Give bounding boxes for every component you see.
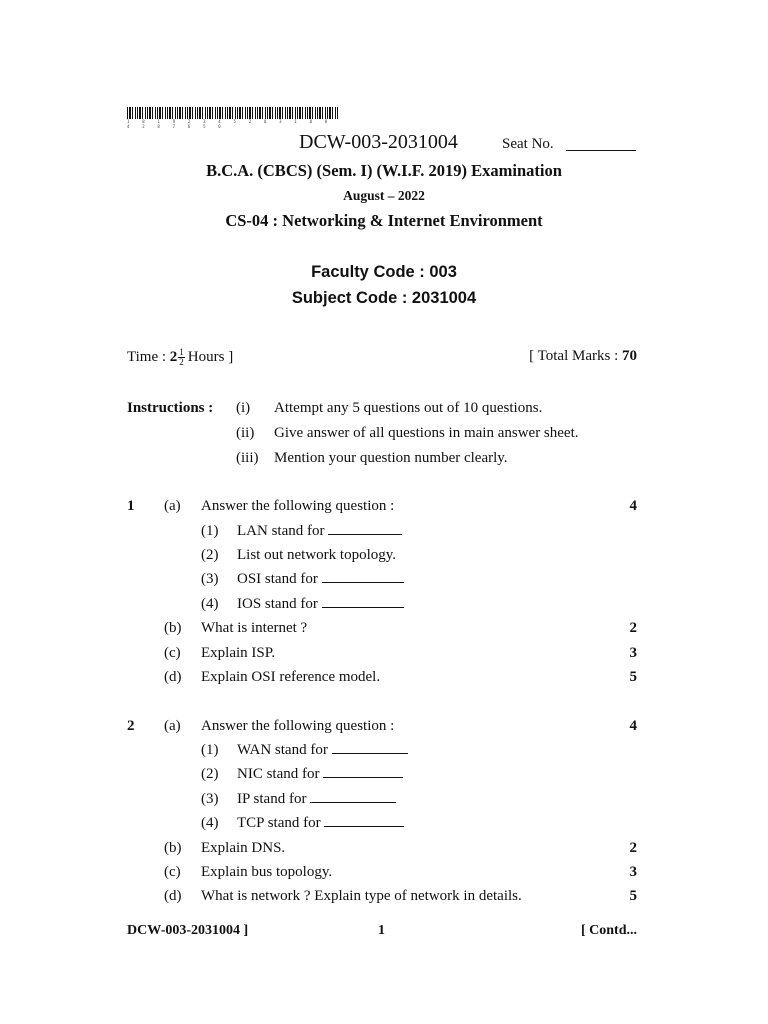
instruction-num: (iii) bbox=[236, 450, 259, 466]
part-marks: 4 bbox=[629, 498, 637, 514]
barcode-digits: 1 8 1 9 2 3 4 5 2 0 3 1 0 0 4 2 8 7 6 5 0 bbox=[127, 119, 333, 129]
exam-session: August – 2022 bbox=[343, 188, 425, 203]
total-marks-label: [ Total Marks : bbox=[529, 348, 622, 364]
sub-question-text: TCP stand for bbox=[237, 815, 321, 831]
instruction-num: (i) bbox=[236, 400, 251, 416]
part-text: Explain DNS. bbox=[201, 840, 286, 856]
part-text: What is network ? Explain type of network in details. bbox=[201, 888, 522, 904]
sub-question bbox=[237, 742, 408, 759]
part-text: What is internet ? bbox=[201, 620, 308, 636]
part-label: (b) bbox=[164, 840, 182, 856]
instruction-text: Give answer of all questions in main answer sheet. bbox=[274, 425, 579, 441]
sub-question bbox=[237, 523, 402, 540]
sub-question-num: (1) bbox=[201, 523, 219, 539]
time-prefix: Time : bbox=[127, 348, 170, 365]
part-label: (a) bbox=[164, 718, 181, 734]
part-label: (d) bbox=[164, 669, 182, 685]
instruction-text: Mention your question number clearly. bbox=[274, 450, 508, 466]
sub-question-text: IP stand for bbox=[237, 791, 307, 807]
time-suffix: Hours ] bbox=[187, 348, 234, 365]
sub-question-text: NIC stand for bbox=[237, 766, 320, 782]
sub-question-num: (3) bbox=[201, 571, 219, 587]
part-marks: 2 bbox=[629, 620, 637, 636]
sub-question-text: IOS stand for bbox=[237, 596, 318, 612]
seat-number-label: Seat No. bbox=[502, 136, 554, 152]
part-label: (b) bbox=[164, 620, 182, 636]
part-text: Explain bus topology. bbox=[201, 864, 333, 880]
part-label: (c) bbox=[164, 645, 181, 661]
paper-code: DCW-003-2031004 bbox=[299, 131, 458, 153]
time-whole: 2 bbox=[169, 348, 178, 365]
answer-blank bbox=[310, 791, 396, 803]
sub-question-num: (2) bbox=[201, 766, 219, 782]
part-text: Answer the following question : bbox=[201, 498, 395, 514]
subject-title: CS-04 : Networking & Internet Environment bbox=[225, 211, 543, 230]
barcode bbox=[127, 107, 339, 119]
page-number: 1 bbox=[378, 923, 385, 938]
sub-question-num: (2) bbox=[201, 547, 219, 563]
part-marks: 2 bbox=[629, 840, 637, 856]
sub-question-text: WAN stand for bbox=[237, 742, 328, 758]
answer-blank bbox=[322, 571, 404, 583]
total-marks-value: 70 bbox=[622, 348, 637, 364]
footer-paper-code: DCW-003-2031004 ] bbox=[127, 923, 249, 938]
answer-blank bbox=[322, 596, 404, 608]
part-label: (c) bbox=[164, 864, 181, 880]
total-marks bbox=[529, 348, 637, 365]
part-label: (d) bbox=[164, 888, 182, 904]
sub-question bbox=[237, 815, 404, 832]
part-text: Explain OSI reference model. bbox=[201, 669, 381, 685]
answer-blank bbox=[324, 815, 404, 827]
sub-question-text: LAN stand for bbox=[237, 523, 325, 539]
sub-question-text: List out network topology. bbox=[237, 547, 397, 563]
sub-question bbox=[237, 766, 403, 783]
part-text: Answer the following question : bbox=[201, 718, 395, 734]
time-allowed bbox=[127, 348, 233, 367]
sub-question bbox=[237, 791, 396, 808]
part-marks: 3 bbox=[629, 645, 637, 661]
exam-title: B.C.A. (CBCS) (Sem. I) (W.I.F. 2019) Examination bbox=[206, 161, 562, 180]
part-marks: 4 bbox=[629, 718, 637, 734]
sub-question bbox=[237, 596, 404, 613]
answer-blank bbox=[323, 766, 403, 778]
time-fraction-denominator: 2 bbox=[179, 357, 184, 367]
time-fraction bbox=[178, 348, 185, 367]
subject-code: Subject Code : 2031004 bbox=[291, 289, 477, 307]
part-marks: 5 bbox=[629, 669, 637, 685]
answer-blank bbox=[328, 523, 402, 535]
instructions-label: Instructions : bbox=[127, 400, 214, 416]
faculty-code: Faculty Code : 003 bbox=[311, 263, 457, 281]
question-number: 2 bbox=[127, 718, 135, 734]
sub-question-text: OSI stand for bbox=[237, 571, 318, 587]
instruction-num: (ii) bbox=[236, 425, 255, 441]
part-marks: 5 bbox=[629, 888, 637, 904]
sub-question-num: (4) bbox=[201, 815, 219, 831]
part-marks: 3 bbox=[629, 864, 637, 880]
question-number: 1 bbox=[127, 498, 135, 514]
instruction-text: Attempt any 5 questions out of 10 questions. bbox=[274, 400, 543, 416]
answer-blank bbox=[332, 742, 408, 754]
part-text: Explain ISP. bbox=[201, 645, 276, 661]
seat-number-blank bbox=[566, 150, 636, 151]
time-fraction-numerator: 1 bbox=[179, 347, 184, 357]
sub-question-num: (3) bbox=[201, 791, 219, 807]
part-label: (a) bbox=[164, 498, 181, 514]
continued-label: [ Contd... bbox=[580, 923, 637, 938]
sub-question-num: (4) bbox=[201, 596, 219, 612]
sub-question-num: (1) bbox=[201, 742, 219, 758]
sub-question bbox=[237, 571, 404, 588]
